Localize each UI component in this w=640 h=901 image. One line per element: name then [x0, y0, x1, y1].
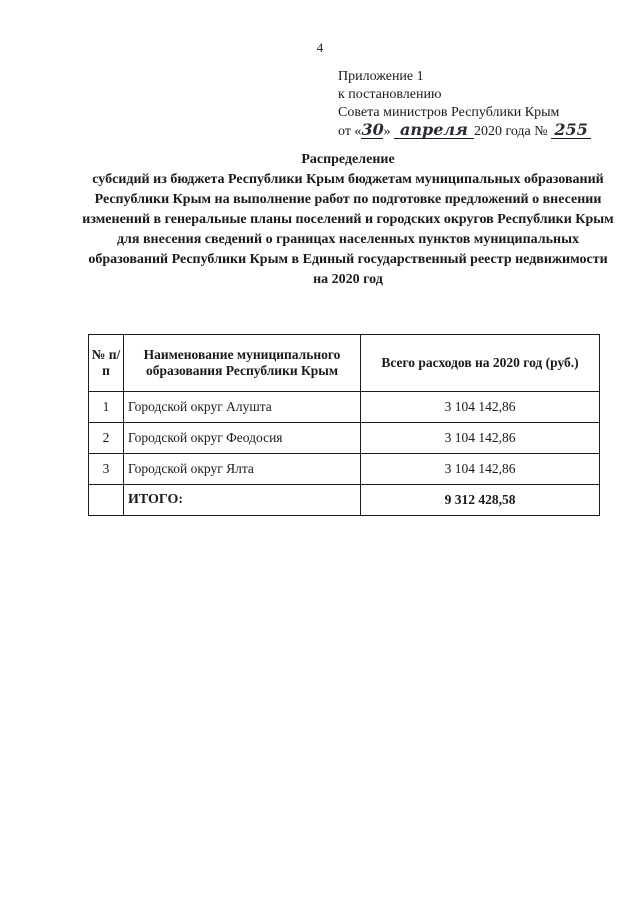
row-num: 1: [89, 392, 124, 423]
total-num: [89, 485, 124, 516]
table-row: [89, 423, 600, 454]
heading-body: субсидий из бюджета Республики Крым бюджетам муниципальных образований Республики Крым на выполнение работ по подготовке предложений о внесении изменений в генеральные планы поселений и городских округов Республики Крым для внесения сведений о границах населенных пунктов муниципальных образований Республики Крым в Единый государственный реестр недвижимости на 2020 год: [82, 172, 614, 287]
row-sum: 3 104 142,86: [361, 454, 600, 485]
appendix-block: [338, 68, 591, 141]
header-sum: Всего расходов на 2020 год (руб.): [361, 335, 600, 392]
table-header-row: [89, 335, 600, 392]
header-name: Наименование муниципального образования Республики Крым: [124, 335, 361, 392]
subsidy-table: [88, 334, 600, 516]
table-row: [89, 454, 600, 485]
row-name: Городской округ Ялта: [124, 454, 361, 485]
row-num: 3: [89, 454, 124, 485]
date-year: 2020 года №: [473, 124, 548, 139]
total-label: ИТОГО:: [124, 485, 361, 516]
document-heading: [80, 150, 616, 290]
row-name: Городской округ Феодосия: [124, 423, 361, 454]
total-sum: 9 312 428,58: [361, 485, 600, 516]
row-num: 2: [89, 423, 124, 454]
page-number: 4: [316, 40, 324, 55]
appendix-line-2: к постановлению: [338, 87, 442, 102]
table-total-row: [89, 485, 600, 516]
handwritten-number: 255: [551, 122, 591, 139]
appendix-line-1: Приложение 1: [338, 69, 424, 84]
appendix-line-3: Совета министров Республики Крым: [338, 105, 560, 120]
table-row: [89, 392, 600, 423]
row-sum: 3 104 142,86: [361, 423, 600, 454]
row-sum: 3 104 142,86: [361, 392, 600, 423]
handwritten-month: апреля: [394, 122, 474, 139]
date-mid: »: [383, 124, 391, 139]
heading-title: Распределение: [301, 152, 395, 167]
appendix-date-line: [338, 122, 591, 141]
row-name: Городской округ Алушта: [124, 392, 361, 423]
date-prefix: от «: [338, 124, 362, 139]
handwritten-day: 30: [361, 120, 384, 139]
header-num: № п/п: [89, 335, 124, 392]
